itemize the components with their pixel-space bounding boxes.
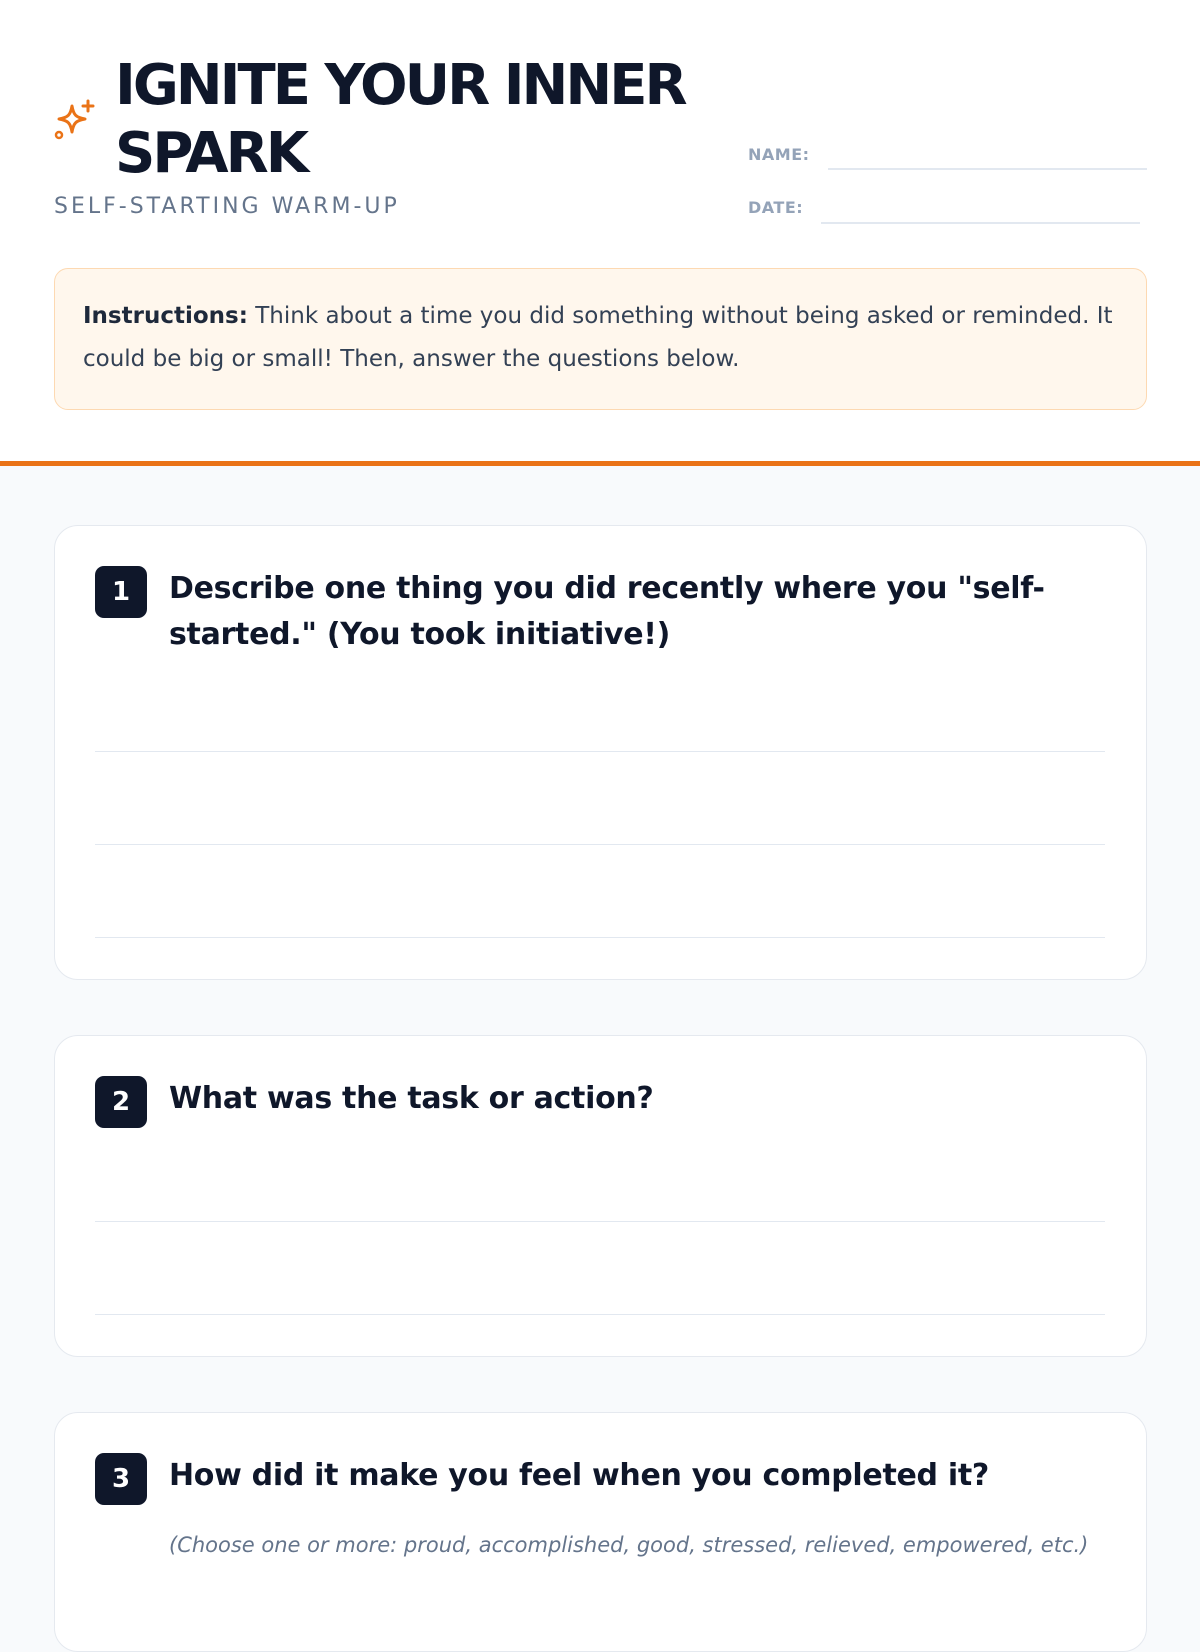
answer-line[interactable]	[95, 937, 1105, 938]
instructions-text: Think about a time you did something without being asked or reminded. It could be big or small! Then, answer the questions below.	[83, 303, 1113, 372]
answer-line[interactable]	[95, 751, 1105, 752]
question-text: What was the task or action?	[169, 1081, 654, 1116]
question-text: Describe one thing you did recently where you "self-started." (You took initiative!)	[169, 571, 1045, 652]
date-label: DATE:	[748, 198, 804, 217]
answer-line[interactable]	[95, 844, 1105, 845]
question-hint: (Choose one or more: proud, accomplished, good, stressed, relieved, empowered, etc.)	[169, 1533, 1089, 1557]
date-field[interactable]	[821, 222, 1140, 224]
answer-line[interactable]	[95, 1221, 1105, 1222]
question-card-1	[54, 525, 1147, 980]
answer-line[interactable]	[95, 1314, 1105, 1315]
question-number-badge: 2	[95, 1076, 147, 1128]
question-number-badge: 3	[95, 1453, 147, 1505]
worksheet-title: IGNITE YOUR INNER SPARK	[115, 53, 685, 186]
question-number-badge: 1	[95, 566, 147, 618]
instructions-box	[54, 268, 1147, 410]
worksheet-subtitle: SELF-STARTING WARM-UP	[54, 194, 400, 219]
name-label: NAME:	[748, 145, 810, 164]
instructions-label: Instructions:	[83, 303, 248, 329]
question-card-3	[54, 1412, 1147, 1652]
question-text: How did it make you feel when you completed it?	[169, 1458, 989, 1493]
question-card-2	[54, 1035, 1147, 1357]
worksheet-header	[0, 0, 1200, 466]
name-field[interactable]	[828, 168, 1147, 170]
sparkle-icon	[52, 98, 96, 142]
